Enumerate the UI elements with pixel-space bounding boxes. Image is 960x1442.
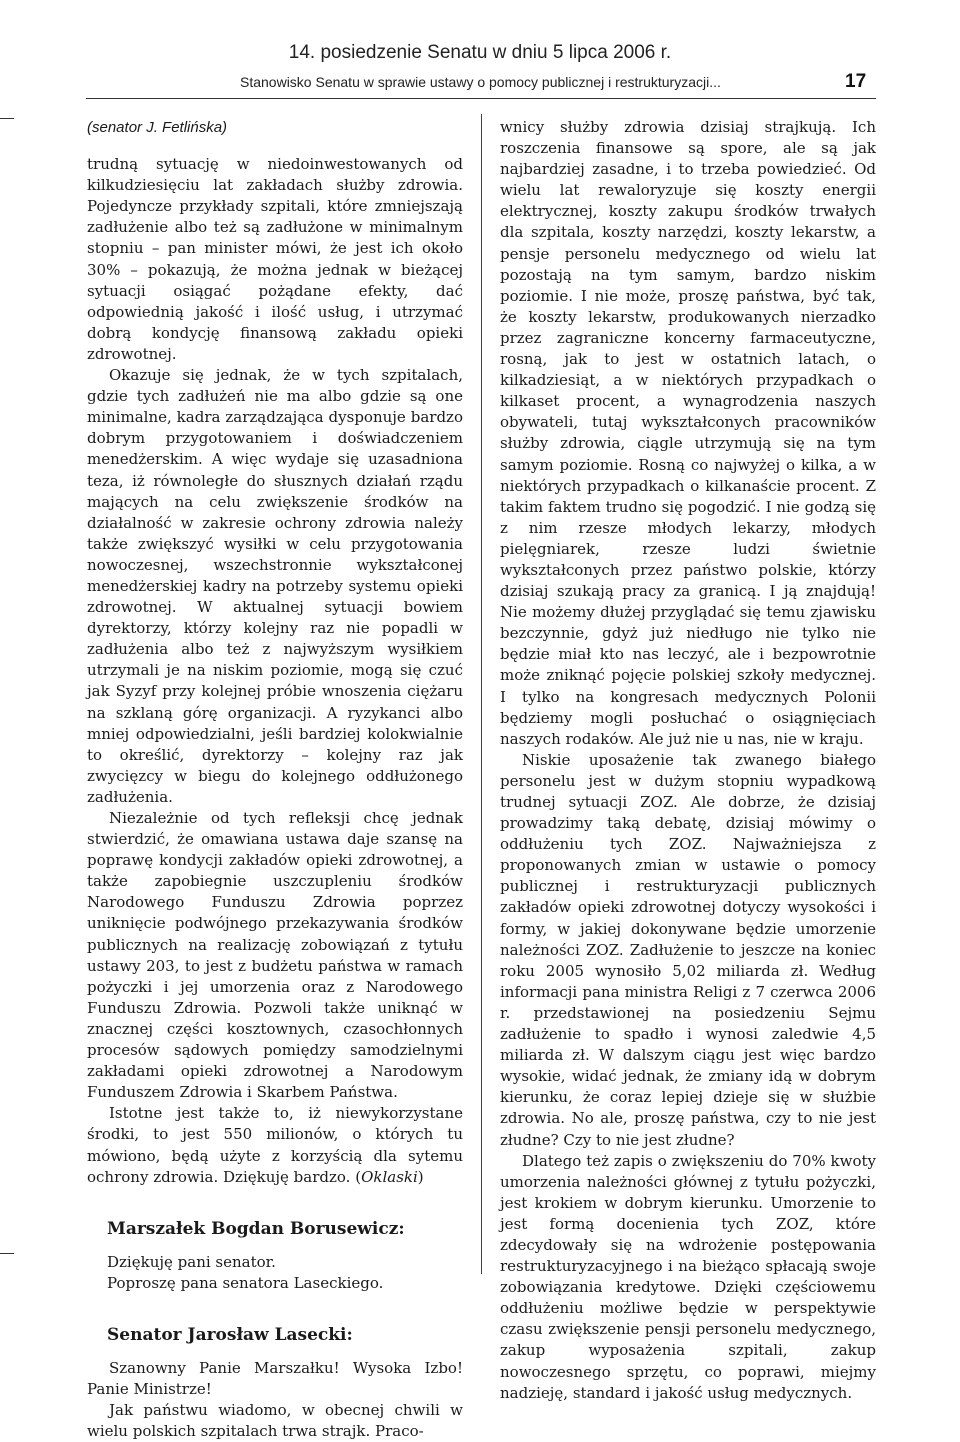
- speaker-heading: Senator Jarosław Lasecki:: [107, 1324, 353, 1345]
- running-header-title: 14. posiedzenie Senatu w dniu 5 lipca 2006 r.: [288, 42, 672, 63]
- speech-line: Szanowny Panie Marszałku! Wysoka Izbo! Panie Ministrze!: [87, 1359, 463, 1399]
- paragraph: trudną sytuację w niedoinwestowanych od kilkudziesięciu lat zakładach służby zdrowia. Pojedyncze przykłady szpitali, które zmniejszają zadłużenie albo też są zadłużone w minimalnym stopniu – pan minister mówi, że jest ich około 30% – pokazują, że można jednak w bieżącej sytuacji osiągać pożądane efekty, dać odpowiednią jakość i ilość usług, i utrzymać dobrą kondycję finansową zakładu opieki zdrowotnej.: [87, 155, 463, 363]
- running-header-subtitle: Stanowisko Senatu w sprawie ustawy o pomocy publicznej i restrukturyzacji...: [240, 74, 721, 90]
- paragraph: Dlatego też zapis o zwiększeniu do 70% kwoty umorzenia należności głównej z tytułu pożyczki, jest krokiem w dobrym kierunku. Umorzenie to jest formą docenienia tych ZOZ, które zdecydowały się na wdrożenie postępowania restrukturyzacyjnego i na bieżąco spłacają swoje zobowiązania kredytowe. Dzięki częściowemu oddłużeniu możliwe będzie w perspektywie czasu zwiększenie pensji personelu medycznego, zakup wyposażenia szpitali, zakup nowoczesnego sprzętu, co poprawi, miejmy nadzieję, standard i jakość usług medycznych.: [500, 1151, 876, 1402]
- paragraph: Istotne jest także to, iż niewykorzystane środki, to jest 550 milionów, o których tu mówiono, będą użyte z korzyścią dla sytemu ochrony zdrowia. Dziękuję bardzo. (Oklaski): [87, 1104, 463, 1186]
- column-divider: [481, 114, 482, 1274]
- speech-line: Dziękuję pani senator.: [107, 1252, 276, 1271]
- crop-mark-bottom: [0, 1253, 14, 1254]
- paragraph: wnicy służby zdrowia dzisiaj strajkują. Ich roszczenia finansowe są spore, ale są jak najbardziej zasadne, i to trzeba powiedzieć. Od wielu lat rewaloryzuje się koszty energii elektrycznej, koszty zakupu środków trwałych dla szpitala, koszty narzędzi, koszty lekarstw, a pensje personelu medycznego od wielu lat pozostają na tym samym, bardzo niskim poziomie. I nie może, proszę państwa, być tak, że koszty lekarstw, produkowanych nierzadko przez zagraniczne koncerny farmaceutyczne, rosną, jak to jest w ostatnich latach, o kilkadziesiąt, a w niektórych przypadkach o kilkaset procent, a wynagrodzenia naszych obywateli, tutaj wykształconych pracowników służby zdrowia, ciągle utrzymują się na tym samym poziomie. Rosną co najwyżej o kilka, a w niektórych przypadkach o kilkanaście procent. Z takim faktem trudno się pogodzić. I nie godzą się z nim rzesze młodych lekarzy, młodych pielęgniarek, rzesze ludzi świetnie wykształconych przez państwo polskie, którzy dzisiaj szukają pracy za granicą. I ją znajdują! Nie możemy dłużej przyglądać się temu zjawisku bezczynnie, gdyż już niedługo nie tylko nie będzie miał kto nas leczyć, ale i bezpowrotnie może zniknąć pojęcie polskiej szkoły medycznej. I tylko na kongresach medycznych Polonii będziemy mogli posłuchać o osiągnięciach naszych rodaków. Ale już nie u nas, nie w kraju.: [500, 118, 876, 748]
- speaker-heading: Marszałek Bogdan Borusewicz:: [107, 1218, 405, 1239]
- page-number: 17: [845, 71, 867, 92]
- paragraph: Niezależnie od tych refleksji chcę jednak stwierdzić, że omawiana ustawa daje szansę na poprawę kondycji zakładów opieki zdrowotnej, a także zapobiegnie uszczupleniu środków Narodowego Funduszu Zdrowia poprzez uniknięcie podwójnego przekazywania środków publicznych na realizację zobowiązań z tytułu ustawy 203, to jest z budżetu państwa w ramach pożyczki i jej umorzenia oraz z Narodowego Funduszu Zdrowia. Pozwoli także uniknąć w znacznej części kosztownych, czasochłonnych procesów sądowych pomiędzy samodzielnymi zakładami opieki zdrowotnej a Narodowym Funduszem Zdrowia i Skarbem Państwa.: [87, 809, 463, 1102]
- paragraph-text: Istotne jest także to, iż niewykorzystane środki, to jest 550 milionów, o których tu mówiono, będą użyte z korzyścią dla sytemu ochrony zdrowia. Dziękuję bardzo.: [87, 1104, 463, 1186]
- crop-mark-top: [0, 118, 14, 119]
- applause-note: Oklaski: [361, 1167, 418, 1186]
- right-column: [500, 117, 876, 1404]
- speech-block: [87, 1252, 463, 1294]
- left-column: [87, 117, 463, 1442]
- paragraph: Niskie uposażenie tak zwanego białego personelu jest w dużym stopniu wypadkową trudnej sytuacji ZOZ. Ale dobrze, że dzisiaj prowadzimy taką debatę, dzisiaj mówimy o oddłużeniu tych ZOZ. Najważniejsza z proponowanych zmian w ustawie o pomocy publicznej i restrukturyzacji publicznych zakładów opieki zdrowotnej dotyczy wysokości i formy, w jakiej dokonywane będzie umorzenie należności ZOZ. Zadłużenie to jeszcze na koniec roku 2005 wynosiło 5,02 miliarda zł. Według informacji pana ministra Religi z 7 czerwca 2006 r. przedstawionej na posiedzeniu Sejmu zadłużenie to spadło i wynosi zaledwie 4,5 miliarda zł. W dalszym ciągu jest więc bardzo wysokie, widać jednak, że zmiany idą w dobrym kierunku, że coraz lepiej dzieje się w służbie zdrowia. No ale, proszę państwa, czy to nie jest złudne? Czy to nie jest złudne?: [500, 750, 876, 1149]
- paragraph: Jak państwu wiadomo, w obecnej chwili w wielu polskich szpitalach trwa strajk. Praco-: [87, 1401, 463, 1441]
- speaker-note: (senator J. Fetlińska): [87, 119, 228, 136]
- speech-line: Poproszę pana senatora Laseckiego.: [107, 1273, 384, 1292]
- paragraph: Okazuje się jednak, że w tych szpitalach, gdzie tych zadłużeń nie ma albo gdzie są one minimalne, kadra zarządzająca dysponuje bardzo dobrym przygotowaniem i doświadczeniem menedżerskim. A więc wydaje się uzasadniona teza, iż równoległe do słusznych działań rządu mających na celu zwiększenie środków na działalność w zakresie ochrony zdrowia należy także zwiększyć wysiłki w celu przygotowania nowoczesnej, wszechstronnie wykształconej menedżerskiej kadry na potrzeby systemu opieki zdrowotnej. W aktualnej sytuacji bowiem dyrektorzy, którzy kolejny raz nie popadli w zadłużenia albo też z najwyższym wysiłkiem utrzymali je na niskim poziomie, mogą się czuć jak Syzyf przy kolejnej próbie wnoszenia ciężaru na szklaną górę organizacji. A ryzykanci albo mniej odpowiedzialni, jeśli bardziej kolokwialnie to określić, dyrektorzy – kolejny raz jak zwycięzcy w biegu do kolejnego oddłużonego zadłużenia.: [87, 366, 463, 806]
- header-rule: [86, 98, 876, 99]
